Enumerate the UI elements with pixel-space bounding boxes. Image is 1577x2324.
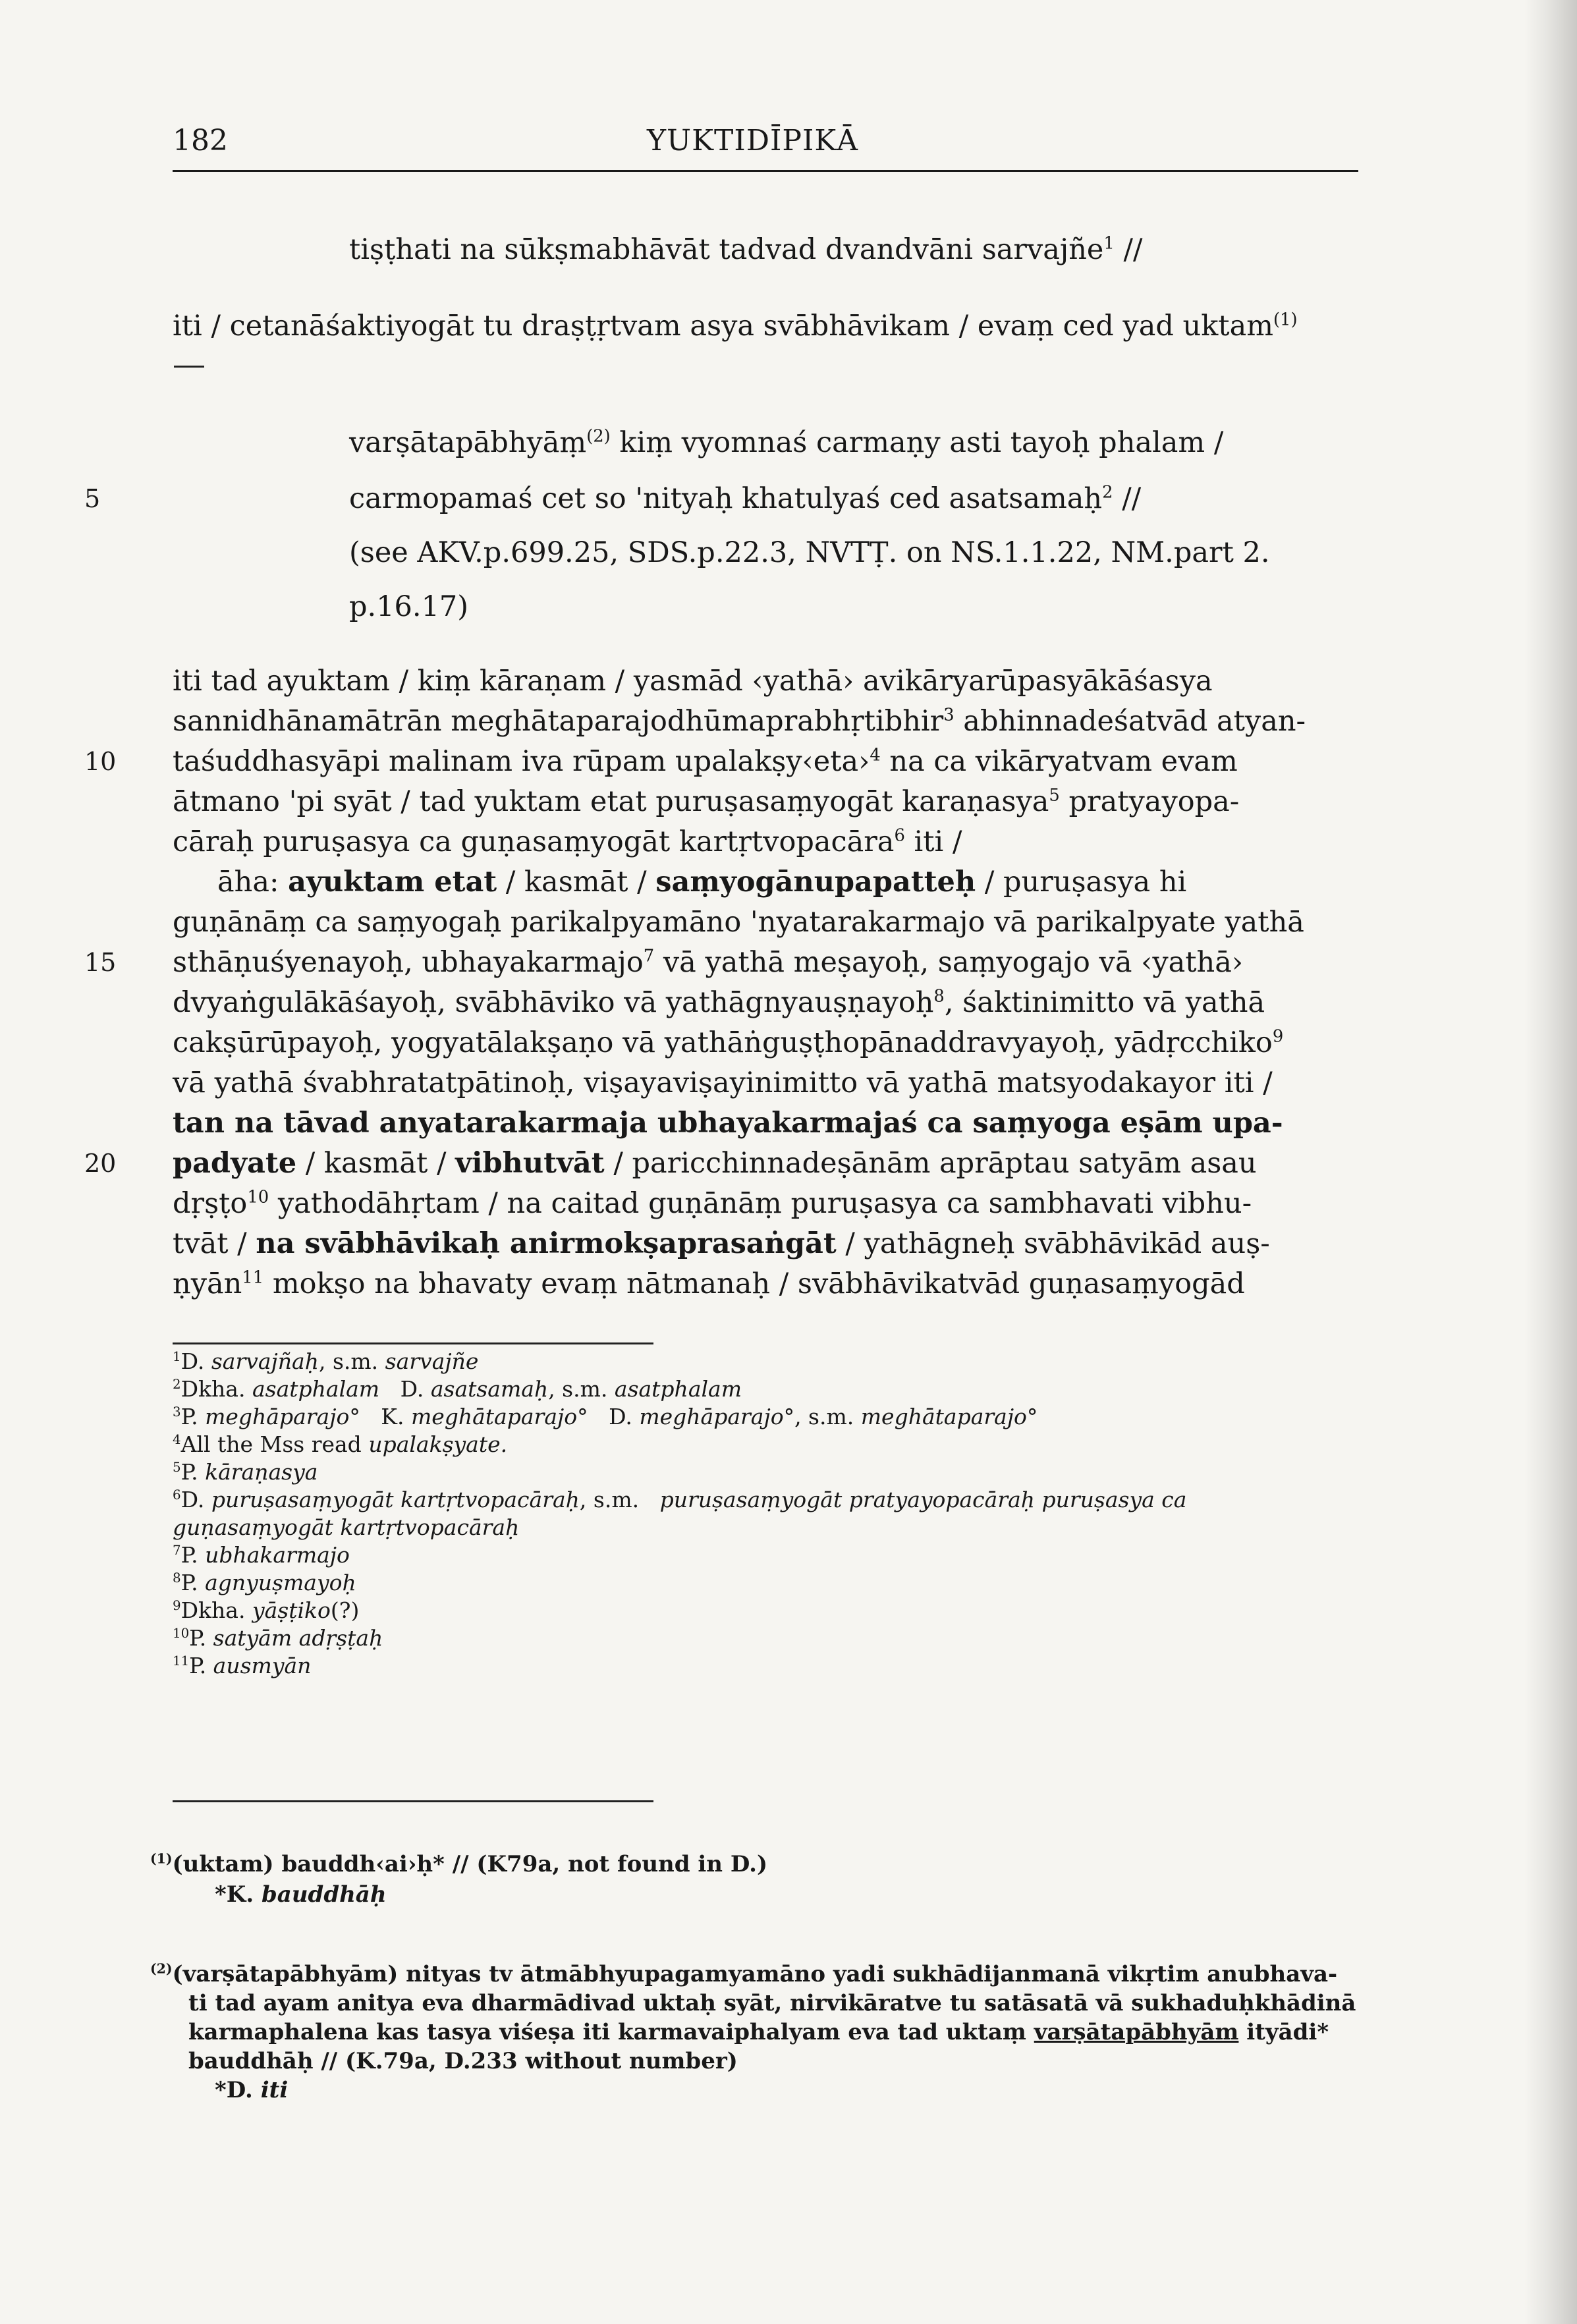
footnote-rule bbox=[173, 1342, 653, 1344]
footnote-11: $^{11}$P. ausmyān bbox=[173, 1653, 312, 1678]
verse2-line2: carmopamaś cet so 'nityaḥ khatulyaś ced asatsamaḥ$^2$ // bbox=[349, 482, 1142, 515]
running-title: YUKTIDĪPIKĀ bbox=[647, 124, 859, 157]
footnote-6-continued: guṇasaṃyogāt kartṛtvopacāraḥ bbox=[173, 1514, 520, 1540]
body-line-3: taśuddhasyāpi malinam iva rūpam upalakṣy‹eta›$^4$ na ca vikāryatvam evam bbox=[173, 745, 1238, 778]
footnote-4: $^4$All the Mss read upalakṣyate. bbox=[173, 1431, 508, 1457]
note-2-line2: ti tad ayam anitya eva dharmādivad uktaḥ syāt, nirvikāratve tu satāsatā vā sukhaduḥkhādinā bbox=[188, 1990, 1356, 2016]
body-line-10: cakṣūrūpayoḥ, yogyatālakṣaṇo vā yathāṅguṣṭhopānaddravyayoḥ, yādṛcchiko$^9$ bbox=[173, 1026, 1284, 1059]
line-number-20: 20 bbox=[84, 1149, 117, 1178]
body-line-9: dvyaṅgulākāśayoḥ, svābhāviko vā yathāgnyauṣṇayoḥ$^8$, śaktinimitto vā yathā bbox=[173, 986, 1265, 1019]
body-line-11: vā yathā śvabhratatpātinoḥ, viṣayaviṣayinimitto vā yathā matsyodakayor iti / bbox=[173, 1066, 1273, 1099]
em-dash bbox=[174, 366, 204, 368]
page-edge-shadow bbox=[1524, 0, 1577, 2324]
body-line-8: sthāṇuśyenayoḥ, ubhayakarmajo$^7$ vā yathā meṣayoḥ, saṃyogajo vā ‹yathā› bbox=[173, 946, 1244, 979]
line-number-5: 5 bbox=[84, 484, 101, 513]
footnote-8: $^8$P. agnyuṣmayoḥ bbox=[173, 1570, 356, 1595]
note-2-line1: $^{(2)}$(varṣātapābhyām) nityas tv ātmābhyupagamyamāno yadi sukhādijanmanā vikṛtim anubhava- bbox=[150, 1960, 1338, 1987]
line-number-15: 15 bbox=[84, 948, 117, 977]
body-line-4: ātmano 'pi syāt / tad yuktam etat puruṣasaṃyogāt karaṇasya$^5$ pratyayopa- bbox=[173, 785, 1240, 818]
footnote-6: $^6$D. puruṣasaṃyogāt kartṛtvopacāraḥ, s.m. puruṣasaṃyogāt pratyayopacāraḥ puruṣasya ca bbox=[173, 1487, 1187, 1512]
body-line-16: ṇyān$^{11}$ mokṣo na bhavaty evaṃ nātmanaḥ / svābhāvikatvād guṇasaṃyogād bbox=[173, 1267, 1245, 1300]
page-header bbox=[173, 124, 1358, 170]
body-line-15: tvāt / na svābhāvikaḥ anirmokṣaprasaṅgāt / yathāgneḥ svābhāvikād auṣ- bbox=[173, 1227, 1270, 1260]
verse2-line1: varṣātapābhyāṃ$^{(2)}$ kiṃ vyomnaś carmaṇy asti tayoḥ phalam / bbox=[349, 426, 1224, 459]
footnote-1: $^1$D. sarvajñaḥ, s.m. sarvajñe bbox=[173, 1348, 479, 1374]
verse2-line4: p.16.17) bbox=[349, 590, 469, 623]
body-line-6: āha: ayuktam etat / kasmāt / saṃyogānupapatteḥ / puruṣasya hi bbox=[217, 866, 1187, 899]
page-number: 182 bbox=[173, 124, 228, 157]
footnote-2: $^2$Dkha. asatphalam D. asatsamaḥ, s.m. asatphalam bbox=[173, 1376, 742, 1402]
body-line-13: padyate / kasmāt / vibhutvāt / paricchinnadeṣānām aprāptau satyām asau bbox=[173, 1147, 1257, 1180]
body-line-5: cāraḥ puruṣasya ca guṇasaṃyogāt kartṛtvopacāra$^6$ iti / bbox=[173, 825, 962, 858]
footnote-10: $^{10}$P. satyām adṛṣṭaḥ bbox=[173, 1625, 383, 1651]
note-2-line5: *D. iti bbox=[215, 2077, 289, 2103]
verse1-line: tiṣṭhati na sūkṣmabhāvāt tadvad dvandvāni sarvajñe$^1$ // bbox=[349, 233, 1143, 266]
body-line-1: iti tad ayuktam / kiṃ kāraṇam / yasmād ‹yathā› avikāryarūpasyākāśasya bbox=[173, 665, 1213, 698]
line-number-10: 10 bbox=[84, 747, 117, 776]
note-1-line2: *K. bauddhāḥ bbox=[215, 1881, 387, 1908]
footnote-9: $^9$Dkha. yāṣṭiko(?) bbox=[173, 1597, 360, 1623]
footnote-5: $^5$P. kāraṇasya bbox=[173, 1459, 318, 1485]
verse2-line3: (see AKV.p.699.25, SDS.p.22.3, NVTṬ. on NS.1.1.22, NM.part 2. bbox=[349, 536, 1270, 569]
body-line-14: dṛṣṭo$^{10}$ yathodāhṛtam / na caitad guṇānāṃ puruṣasya ca sambhavati vibhu- bbox=[173, 1187, 1252, 1220]
footnote-7: $^7$P. ubhakarmajo bbox=[173, 1542, 350, 1568]
note-2-line4: bauddhāḥ // (K.79a, D.233 without number) bbox=[188, 2048, 738, 2074]
notes-rule bbox=[173, 1800, 653, 1802]
note-2-line3: karmaphalena kas tasya viśeṣa iti karmavaiphalyam eva tad uktaṃ varṣātapābhyām ityādi* bbox=[188, 2019, 1329, 2045]
body-line-12: tan na tāvad anyatarakarmaja ubhayakarmajaś ca saṃyoga eṣām upa- bbox=[173, 1107, 1283, 1140]
footnote-3: $^3$P. meghāparajo° K. meghātaparajo° D. meghāparajo°, s.m. meghātaparajo° bbox=[173, 1404, 1038, 1429]
note-1-line1: $^{(1)}$(uktam) bauddh‹ai›ḥ* // (K79a, not found in D.) bbox=[150, 1850, 768, 1877]
para1-line: iti / cetanāśaktiyogāt tu draṣṭṛtvam asya svābhāvikam / evaṃ ced yad uktam$^{(1)}$ bbox=[173, 310, 1298, 343]
body-line-7: guṇānāṃ ca saṃyogaḥ parikalpyamāno 'nyatarakarmajo vā parikalpyate yathā bbox=[173, 906, 1304, 939]
body-line-2: sannidhānamātrān meghātaparajodhūmaprabhṛtibhir$^3$ abhinnadeśatvād atyan- bbox=[173, 705, 1306, 738]
header-rule bbox=[173, 170, 1358, 172]
